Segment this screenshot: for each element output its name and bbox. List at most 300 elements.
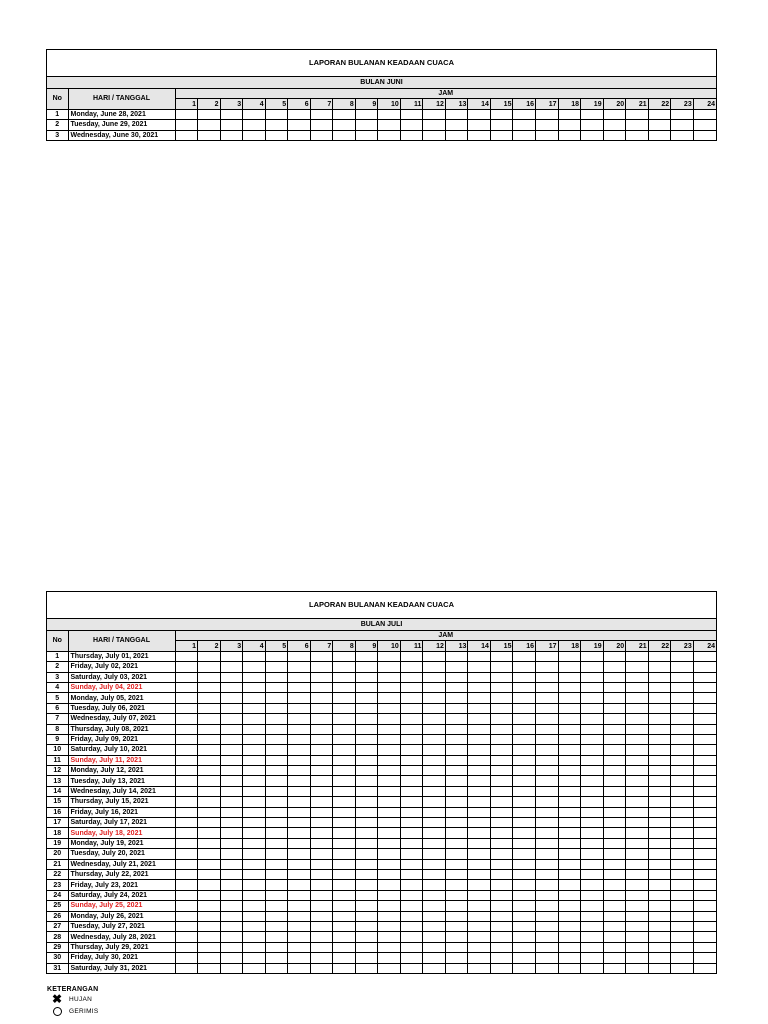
hour-cell[interactable] (310, 797, 333, 807)
hour-cell[interactable] (693, 963, 716, 973)
hour-cell[interactable] (310, 682, 333, 692)
hour-cell[interactable] (288, 828, 311, 838)
hour-cell[interactable] (671, 807, 694, 817)
hour-cell[interactable] (423, 714, 446, 724)
hour-cell[interactable] (648, 120, 671, 130)
hour-cell[interactable] (490, 662, 513, 672)
hour-cell[interactable] (220, 120, 243, 130)
hour-cell[interactable] (558, 682, 581, 692)
hour-cell[interactable] (288, 662, 311, 672)
hour-cell[interactable] (288, 911, 311, 921)
hour-cell[interactable] (175, 880, 198, 890)
hour-cell[interactable] (265, 776, 288, 786)
hour-cell[interactable] (558, 109, 581, 119)
hour-cell[interactable] (468, 786, 491, 796)
hour-cell[interactable] (288, 859, 311, 869)
hour-cell[interactable] (671, 672, 694, 682)
hour-cell[interactable] (175, 703, 198, 713)
hour-cell[interactable] (558, 869, 581, 879)
hour-cell[interactable] (603, 682, 626, 692)
hour-cell[interactable] (175, 849, 198, 859)
hour-cell[interactable] (333, 859, 356, 869)
hour-cell[interactable] (603, 734, 626, 744)
hour-cell[interactable] (400, 869, 423, 879)
hour-cell[interactable] (198, 662, 221, 672)
hour-cell[interactable] (378, 953, 401, 963)
hour-cell[interactable] (220, 890, 243, 900)
hour-cell[interactable] (288, 849, 311, 859)
hour-cell[interactable] (423, 953, 446, 963)
hour-cell[interactable] (378, 911, 401, 921)
hour-cell[interactable] (513, 745, 536, 755)
hour-cell[interactable] (581, 942, 604, 952)
hour-cell[interactable] (513, 859, 536, 869)
hour-cell[interactable] (423, 755, 446, 765)
hour-cell[interactable] (536, 953, 559, 963)
hour-cell[interactable] (400, 662, 423, 672)
hour-cell[interactable] (310, 849, 333, 859)
hour-cell[interactable] (603, 755, 626, 765)
hour-cell[interactable] (310, 734, 333, 744)
hour-cell[interactable] (400, 651, 423, 661)
hour-cell[interactable] (581, 651, 604, 661)
hour-cell[interactable] (265, 651, 288, 661)
hour-cell[interactable] (558, 120, 581, 130)
hour-cell[interactable] (333, 932, 356, 942)
hour-cell[interactable] (536, 714, 559, 724)
hour-cell[interactable] (558, 901, 581, 911)
hour-cell[interactable] (626, 911, 649, 921)
hour-cell[interactable] (220, 963, 243, 973)
hour-cell[interactable] (243, 859, 266, 869)
hour-cell[interactable] (175, 963, 198, 973)
hour-cell[interactable] (671, 693, 694, 703)
hour-cell[interactable] (536, 818, 559, 828)
hour-cell[interactable] (536, 921, 559, 931)
hour-cell[interactable] (490, 130, 513, 140)
hour-cell[interactable] (265, 693, 288, 703)
hour-cell[interactable] (220, 849, 243, 859)
hour-cell[interactable] (648, 662, 671, 672)
hour-cell[interactable] (468, 662, 491, 672)
hour-cell[interactable] (265, 766, 288, 776)
hour-cell[interactable] (333, 755, 356, 765)
hour-cell[interactable] (626, 682, 649, 692)
hour-cell[interactable] (581, 880, 604, 890)
hour-cell[interactable] (558, 849, 581, 859)
hour-cell[interactable] (220, 807, 243, 817)
hour-cell[interactable] (355, 963, 378, 973)
hour-cell[interactable] (536, 797, 559, 807)
hour-cell[interactable] (175, 776, 198, 786)
hour-cell[interactable] (693, 849, 716, 859)
hour-cell[interactable] (536, 807, 559, 817)
hour-cell[interactable] (581, 911, 604, 921)
hour-cell[interactable] (626, 703, 649, 713)
hour-cell[interactable] (581, 838, 604, 848)
hour-cell[interactable] (468, 120, 491, 130)
hour-cell[interactable] (513, 662, 536, 672)
hour-cell[interactable] (445, 776, 468, 786)
hour-cell[interactable] (603, 672, 626, 682)
hour-cell[interactable] (581, 724, 604, 734)
hour-cell[interactable] (445, 953, 468, 963)
hour-cell[interactable] (198, 672, 221, 682)
hour-cell[interactable] (243, 921, 266, 931)
hour-cell[interactable] (265, 755, 288, 765)
hour-cell[interactable] (558, 880, 581, 890)
hour-cell[interactable] (536, 828, 559, 838)
hour-cell[interactable] (423, 942, 446, 952)
hour-cell[interactable] (603, 869, 626, 879)
hour-cell[interactable] (310, 120, 333, 130)
hour-cell[interactable] (175, 942, 198, 952)
hour-cell[interactable] (581, 849, 604, 859)
hour-cell[interactable] (198, 963, 221, 973)
hour-cell[interactable] (626, 953, 649, 963)
hour-cell[interactable] (378, 818, 401, 828)
hour-cell[interactable] (558, 703, 581, 713)
hour-cell[interactable] (198, 911, 221, 921)
hour-cell[interactable] (513, 797, 536, 807)
hour-cell[interactable] (671, 890, 694, 900)
hour-cell[interactable] (581, 828, 604, 838)
hour-cell[interactable] (648, 953, 671, 963)
hour-cell[interactable] (310, 776, 333, 786)
hour-cell[interactable] (445, 672, 468, 682)
hour-cell[interactable] (603, 901, 626, 911)
hour-cell[interactable] (581, 662, 604, 672)
hour-cell[interactable] (333, 849, 356, 859)
hour-cell[interactable] (648, 755, 671, 765)
hour-cell[interactable] (581, 745, 604, 755)
hour-cell[interactable] (671, 880, 694, 890)
hour-cell[interactable] (490, 890, 513, 900)
hour-cell[interactable] (490, 651, 513, 661)
hour-cell[interactable] (648, 818, 671, 828)
hour-cell[interactable] (378, 890, 401, 900)
hour-cell[interactable] (603, 942, 626, 952)
hour-cell[interactable] (558, 734, 581, 744)
hour-cell[interactable] (265, 963, 288, 973)
hour-cell[interactable] (265, 734, 288, 744)
hour-cell[interactable] (243, 672, 266, 682)
hour-cell[interactable] (581, 766, 604, 776)
hour-cell[interactable] (513, 901, 536, 911)
hour-cell[interactable] (603, 859, 626, 869)
hour-cell[interactable] (400, 828, 423, 838)
hour-cell[interactable] (671, 911, 694, 921)
hour-cell[interactable] (693, 890, 716, 900)
hour-cell[interactable] (243, 651, 266, 661)
hour-cell[interactable] (671, 703, 694, 713)
hour-cell[interactable] (536, 859, 559, 869)
hour-cell[interactable] (445, 724, 468, 734)
hour-cell[interactable] (626, 942, 649, 952)
hour-cell[interactable] (243, 838, 266, 848)
hour-cell[interactable] (265, 869, 288, 879)
hour-cell[interactable] (310, 693, 333, 703)
hour-cell[interactable] (355, 703, 378, 713)
hour-cell[interactable] (693, 838, 716, 848)
hour-cell[interactable] (671, 130, 694, 140)
hour-cell[interactable] (603, 109, 626, 119)
hour-cell[interactable] (445, 703, 468, 713)
hour-cell[interactable] (581, 921, 604, 931)
hour-cell[interactable] (355, 109, 378, 119)
hour-cell[interactable] (355, 672, 378, 682)
hour-cell[interactable] (310, 921, 333, 931)
hour-cell[interactable] (378, 714, 401, 724)
hour-cell[interactable] (400, 859, 423, 869)
hour-cell[interactable] (310, 911, 333, 921)
hour-cell[interactable] (220, 942, 243, 952)
hour-cell[interactable] (288, 890, 311, 900)
hour-cell[interactable] (265, 953, 288, 963)
hour-cell[interactable] (445, 120, 468, 130)
hour-cell[interactable] (603, 786, 626, 796)
hour-cell[interactable] (175, 818, 198, 828)
hour-cell[interactable] (423, 786, 446, 796)
hour-cell[interactable] (198, 859, 221, 869)
hour-cell[interactable] (581, 755, 604, 765)
hour-cell[interactable] (378, 130, 401, 140)
hour-cell[interactable] (558, 693, 581, 703)
hour-cell[interactable] (648, 849, 671, 859)
hour-cell[interactable] (220, 901, 243, 911)
hour-cell[interactable] (490, 869, 513, 879)
hour-cell[interactable] (513, 651, 536, 661)
hour-cell[interactable] (671, 901, 694, 911)
hour-cell[interactable] (310, 890, 333, 900)
hour-cell[interactable] (243, 693, 266, 703)
hour-cell[interactable] (333, 963, 356, 973)
hour-cell[interactable] (333, 776, 356, 786)
hour-cell[interactable] (265, 724, 288, 734)
hour-cell[interactable] (175, 693, 198, 703)
hour-cell[interactable] (198, 776, 221, 786)
hour-cell[interactable] (558, 776, 581, 786)
hour-cell[interactable] (536, 766, 559, 776)
hour-cell[interactable] (671, 786, 694, 796)
hour-cell[interactable] (648, 890, 671, 900)
hour-cell[interactable] (198, 703, 221, 713)
hour-cell[interactable] (558, 838, 581, 848)
hour-cell[interactable] (175, 766, 198, 776)
hour-cell[interactable] (671, 755, 694, 765)
hour-cell[interactable] (490, 672, 513, 682)
hour-cell[interactable] (198, 880, 221, 890)
hour-cell[interactable] (288, 703, 311, 713)
hour-cell[interactable] (220, 745, 243, 755)
hour-cell[interactable] (490, 776, 513, 786)
hour-cell[interactable] (400, 109, 423, 119)
hour-cell[interactable] (220, 828, 243, 838)
hour-cell[interactable] (198, 130, 221, 140)
hour-cell[interactable] (378, 828, 401, 838)
hour-cell[interactable] (243, 818, 266, 828)
hour-cell[interactable] (288, 818, 311, 828)
hour-cell[interactable] (626, 745, 649, 755)
hour-cell[interactable] (445, 693, 468, 703)
hour-cell[interactable] (671, 109, 694, 119)
hour-cell[interactable] (581, 932, 604, 942)
hour-cell[interactable] (626, 849, 649, 859)
hour-cell[interactable] (693, 932, 716, 942)
hour-cell[interactable] (333, 797, 356, 807)
hour-cell[interactable] (175, 932, 198, 942)
hour-cell[interactable] (626, 672, 649, 682)
hour-cell[interactable] (198, 714, 221, 724)
hour-cell[interactable] (175, 797, 198, 807)
hour-cell[interactable] (378, 703, 401, 713)
hour-cell[interactable] (445, 890, 468, 900)
hour-cell[interactable] (175, 120, 198, 130)
hour-cell[interactable] (400, 797, 423, 807)
hour-cell[interactable] (558, 755, 581, 765)
hour-cell[interactable] (400, 703, 423, 713)
hour-cell[interactable] (513, 911, 536, 921)
hour-cell[interactable] (671, 869, 694, 879)
hour-cell[interactable] (671, 776, 694, 786)
hour-cell[interactable] (355, 786, 378, 796)
hour-cell[interactable] (468, 859, 491, 869)
hour-cell[interactable] (265, 838, 288, 848)
hour-cell[interactable] (198, 932, 221, 942)
hour-cell[interactable] (536, 682, 559, 692)
hour-cell[interactable] (378, 932, 401, 942)
hour-cell[interactable] (581, 693, 604, 703)
hour-cell[interactable] (423, 693, 446, 703)
hour-cell[interactable] (423, 911, 446, 921)
hour-cell[interactable] (468, 963, 491, 973)
hour-cell[interactable] (400, 766, 423, 776)
hour-cell[interactable] (355, 859, 378, 869)
hour-cell[interactable] (423, 766, 446, 776)
hour-cell[interactable] (693, 693, 716, 703)
hour-cell[interactable] (378, 807, 401, 817)
hour-cell[interactable] (603, 703, 626, 713)
hour-cell[interactable] (558, 651, 581, 661)
hour-cell[interactable] (468, 797, 491, 807)
hour-cell[interactable] (333, 869, 356, 879)
hour-cell[interactable] (310, 662, 333, 672)
hour-cell[interactable] (490, 724, 513, 734)
hour-cell[interactable] (355, 130, 378, 140)
hour-cell[interactable] (648, 714, 671, 724)
hour-cell[interactable] (445, 828, 468, 838)
hour-cell[interactable] (423, 130, 446, 140)
hour-cell[interactable] (355, 682, 378, 692)
hour-cell[interactable] (265, 745, 288, 755)
hour-cell[interactable] (400, 890, 423, 900)
hour-cell[interactable] (355, 818, 378, 828)
hour-cell[interactable] (333, 953, 356, 963)
hour-cell[interactable] (513, 942, 536, 952)
hour-cell[interactable] (603, 921, 626, 931)
hour-cell[interactable] (513, 693, 536, 703)
hour-cell[interactable] (243, 807, 266, 817)
hour-cell[interactable] (671, 932, 694, 942)
hour-cell[interactable] (536, 755, 559, 765)
hour-cell[interactable] (400, 120, 423, 130)
hour-cell[interactable] (310, 109, 333, 119)
hour-cell[interactable] (198, 120, 221, 130)
hour-cell[interactable] (536, 734, 559, 744)
hour-cell[interactable] (468, 890, 491, 900)
hour-cell[interactable] (626, 651, 649, 661)
hour-cell[interactable] (220, 714, 243, 724)
hour-cell[interactable] (243, 786, 266, 796)
hour-cell[interactable] (220, 797, 243, 807)
hour-cell[interactable] (288, 932, 311, 942)
hour-cell[interactable] (243, 755, 266, 765)
hour-cell[interactable] (671, 714, 694, 724)
hour-cell[interactable] (423, 745, 446, 755)
hour-cell[interactable] (648, 838, 671, 848)
hour-cell[interactable] (468, 651, 491, 661)
hour-cell[interactable] (378, 693, 401, 703)
hour-cell[interactable] (243, 963, 266, 973)
hour-cell[interactable] (693, 120, 716, 130)
hour-cell[interactable] (490, 734, 513, 744)
hour-cell[interactable] (400, 901, 423, 911)
hour-cell[interactable] (310, 703, 333, 713)
hour-cell[interactable] (693, 662, 716, 672)
hour-cell[interactable] (693, 921, 716, 931)
hour-cell[interactable] (288, 724, 311, 734)
hour-cell[interactable] (310, 672, 333, 682)
hour-cell[interactable] (310, 651, 333, 661)
hour-cell[interactable] (220, 880, 243, 890)
hour-cell[interactable] (423, 776, 446, 786)
hour-cell[interactable] (175, 109, 198, 119)
hour-cell[interactable] (558, 766, 581, 776)
hour-cell[interactable] (355, 714, 378, 724)
hour-cell[interactable] (220, 818, 243, 828)
hour-cell[interactable] (468, 766, 491, 776)
hour-cell[interactable] (423, 109, 446, 119)
hour-cell[interactable] (378, 109, 401, 119)
hour-cell[interactable] (581, 890, 604, 900)
hour-cell[interactable] (243, 766, 266, 776)
hour-cell[interactable] (288, 766, 311, 776)
hour-cell[interactable] (355, 838, 378, 848)
hour-cell[interactable] (490, 963, 513, 973)
hour-cell[interactable] (175, 828, 198, 838)
hour-cell[interactable] (265, 932, 288, 942)
hour-cell[interactable] (175, 130, 198, 140)
hour-cell[interactable] (536, 651, 559, 661)
hour-cell[interactable] (243, 734, 266, 744)
hour-cell[interactable] (423, 734, 446, 744)
hour-cell[interactable] (513, 807, 536, 817)
hour-cell[interactable] (378, 120, 401, 130)
hour-cell[interactable] (445, 682, 468, 692)
hour-cell[interactable] (671, 734, 694, 744)
hour-cell[interactable] (220, 672, 243, 682)
hour-cell[interactable] (243, 776, 266, 786)
hour-cell[interactable] (468, 921, 491, 931)
hour-cell[interactable] (220, 921, 243, 931)
hour-cell[interactable] (333, 942, 356, 952)
hour-cell[interactable] (671, 682, 694, 692)
hour-cell[interactable] (445, 766, 468, 776)
hour-cell[interactable] (355, 890, 378, 900)
hour-cell[interactable] (603, 130, 626, 140)
hour-cell[interactable] (513, 109, 536, 119)
hour-cell[interactable] (581, 776, 604, 786)
